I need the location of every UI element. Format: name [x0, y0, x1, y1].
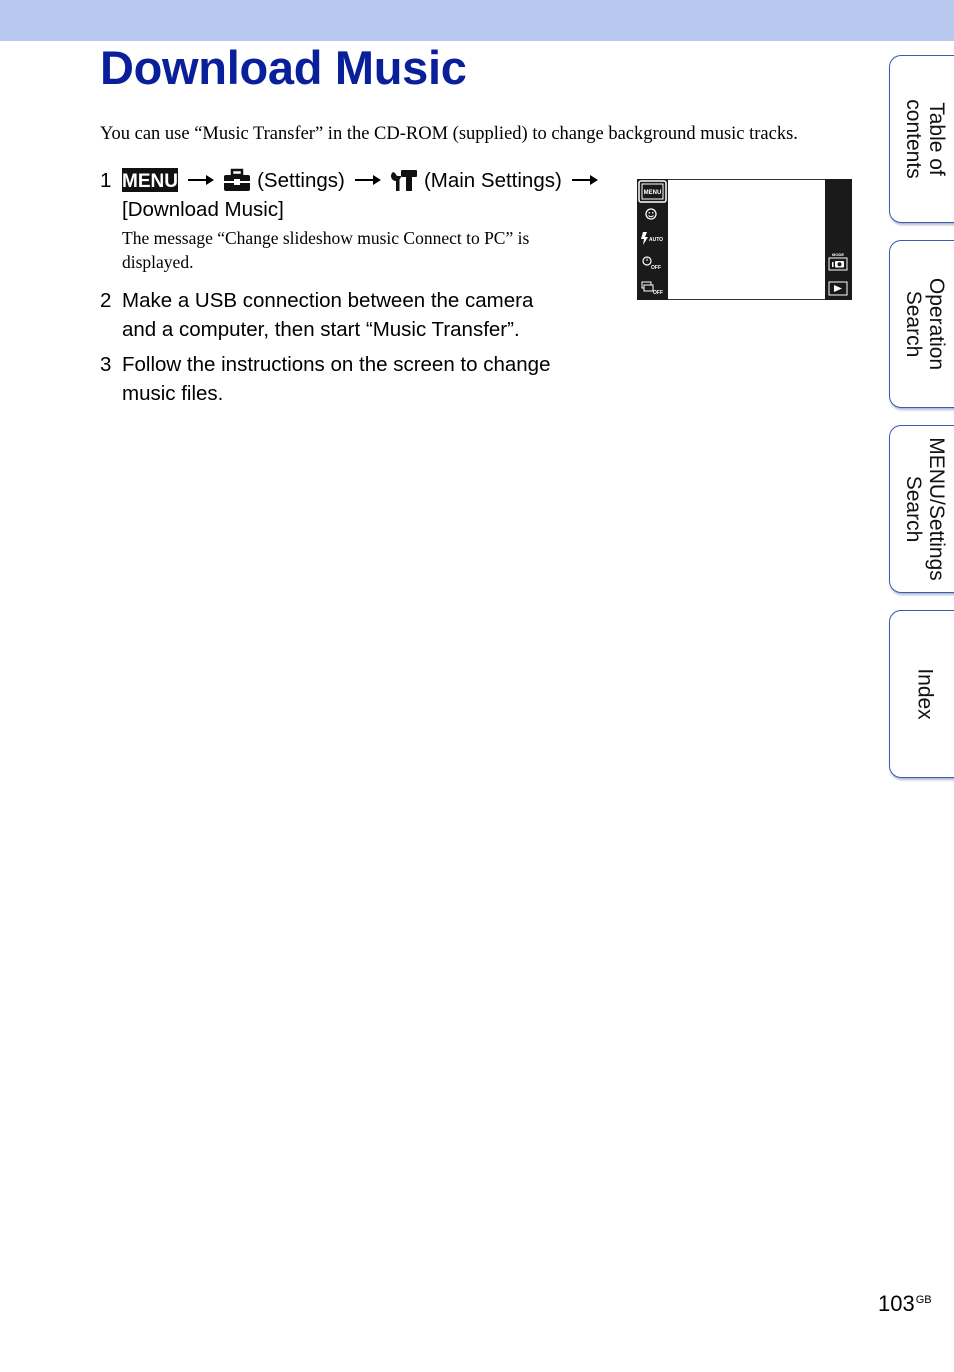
header-bar: [0, 0, 954, 41]
menu-icon: [122, 168, 178, 192]
menu-button-icon: [639, 181, 666, 202]
step-number: 1: [100, 169, 112, 192]
settings-label: (Settings): [257, 169, 345, 192]
page-number: $103^{GB}$: [878, 1291, 932, 1316]
step-3: [100, 350, 620, 408]
tab-label: Operation Search: [902, 277, 948, 371]
page-suffix: GB: [915, 1294, 932, 1306]
step-1-path: [122, 166, 602, 195]
self-timer-label: OFF: [651, 265, 661, 271]
arrow-right-icon: [355, 175, 381, 185]
tab-label: Index: [913, 668, 937, 720]
menu-button-label: MENU: [643, 190, 662, 196]
step-1-note: [122, 226, 529, 274]
download-music-item: [Download Music]: [122, 198, 284, 221]
step-text-line: and a computer, then start “Music Transfer”.: [122, 318, 520, 341]
note-line: The message “Change slideshow music Connect to PC” is: [122, 228, 530, 248]
tab-index[interactable]: [889, 610, 954, 778]
camera-screen-illustration: [637, 179, 852, 300]
tab-label: Table of contents: [902, 99, 948, 179]
step-2: [100, 286, 620, 344]
tab-label: MENU/Settings Search: [902, 437, 948, 581]
note-line: displayed.: [122, 252, 194, 272]
intro-text: You can use “Music Transfer” in the CD-ROM (supplied) to change background music tracks.: [100, 124, 798, 144]
mode-label: MODE: [832, 252, 844, 257]
page-title: Download Music: [100, 41, 467, 94]
tab-table-of-contents[interactable]: [889, 55, 954, 223]
step-text-line: Follow the instructions on the screen to change: [122, 353, 551, 376]
playback-icon: [829, 282, 847, 295]
arrow-right-icon: [572, 175, 598, 185]
burst-label: OFF: [653, 290, 663, 296]
toolbox-icon: [223, 168, 251, 192]
step-number: 3: [100, 353, 112, 376]
step-1: [100, 166, 620, 226]
flash-auto-label: AUTO: [649, 237, 664, 243]
menu-icon-label: MENU: [122, 170, 178, 192]
tab-operation-search[interactable]: [889, 240, 954, 408]
wrench-icon: [390, 168, 418, 192]
tab-menu-settings-search[interactable]: [889, 425, 954, 593]
main-settings-label: (Main Settings): [423, 169, 562, 192]
step-text-line: music files.: [122, 382, 224, 405]
arrow-right-icon: [188, 175, 214, 185]
step-text-line: Make a USB connection between the camera: [122, 289, 534, 312]
step-number: 2: [100, 289, 112, 312]
